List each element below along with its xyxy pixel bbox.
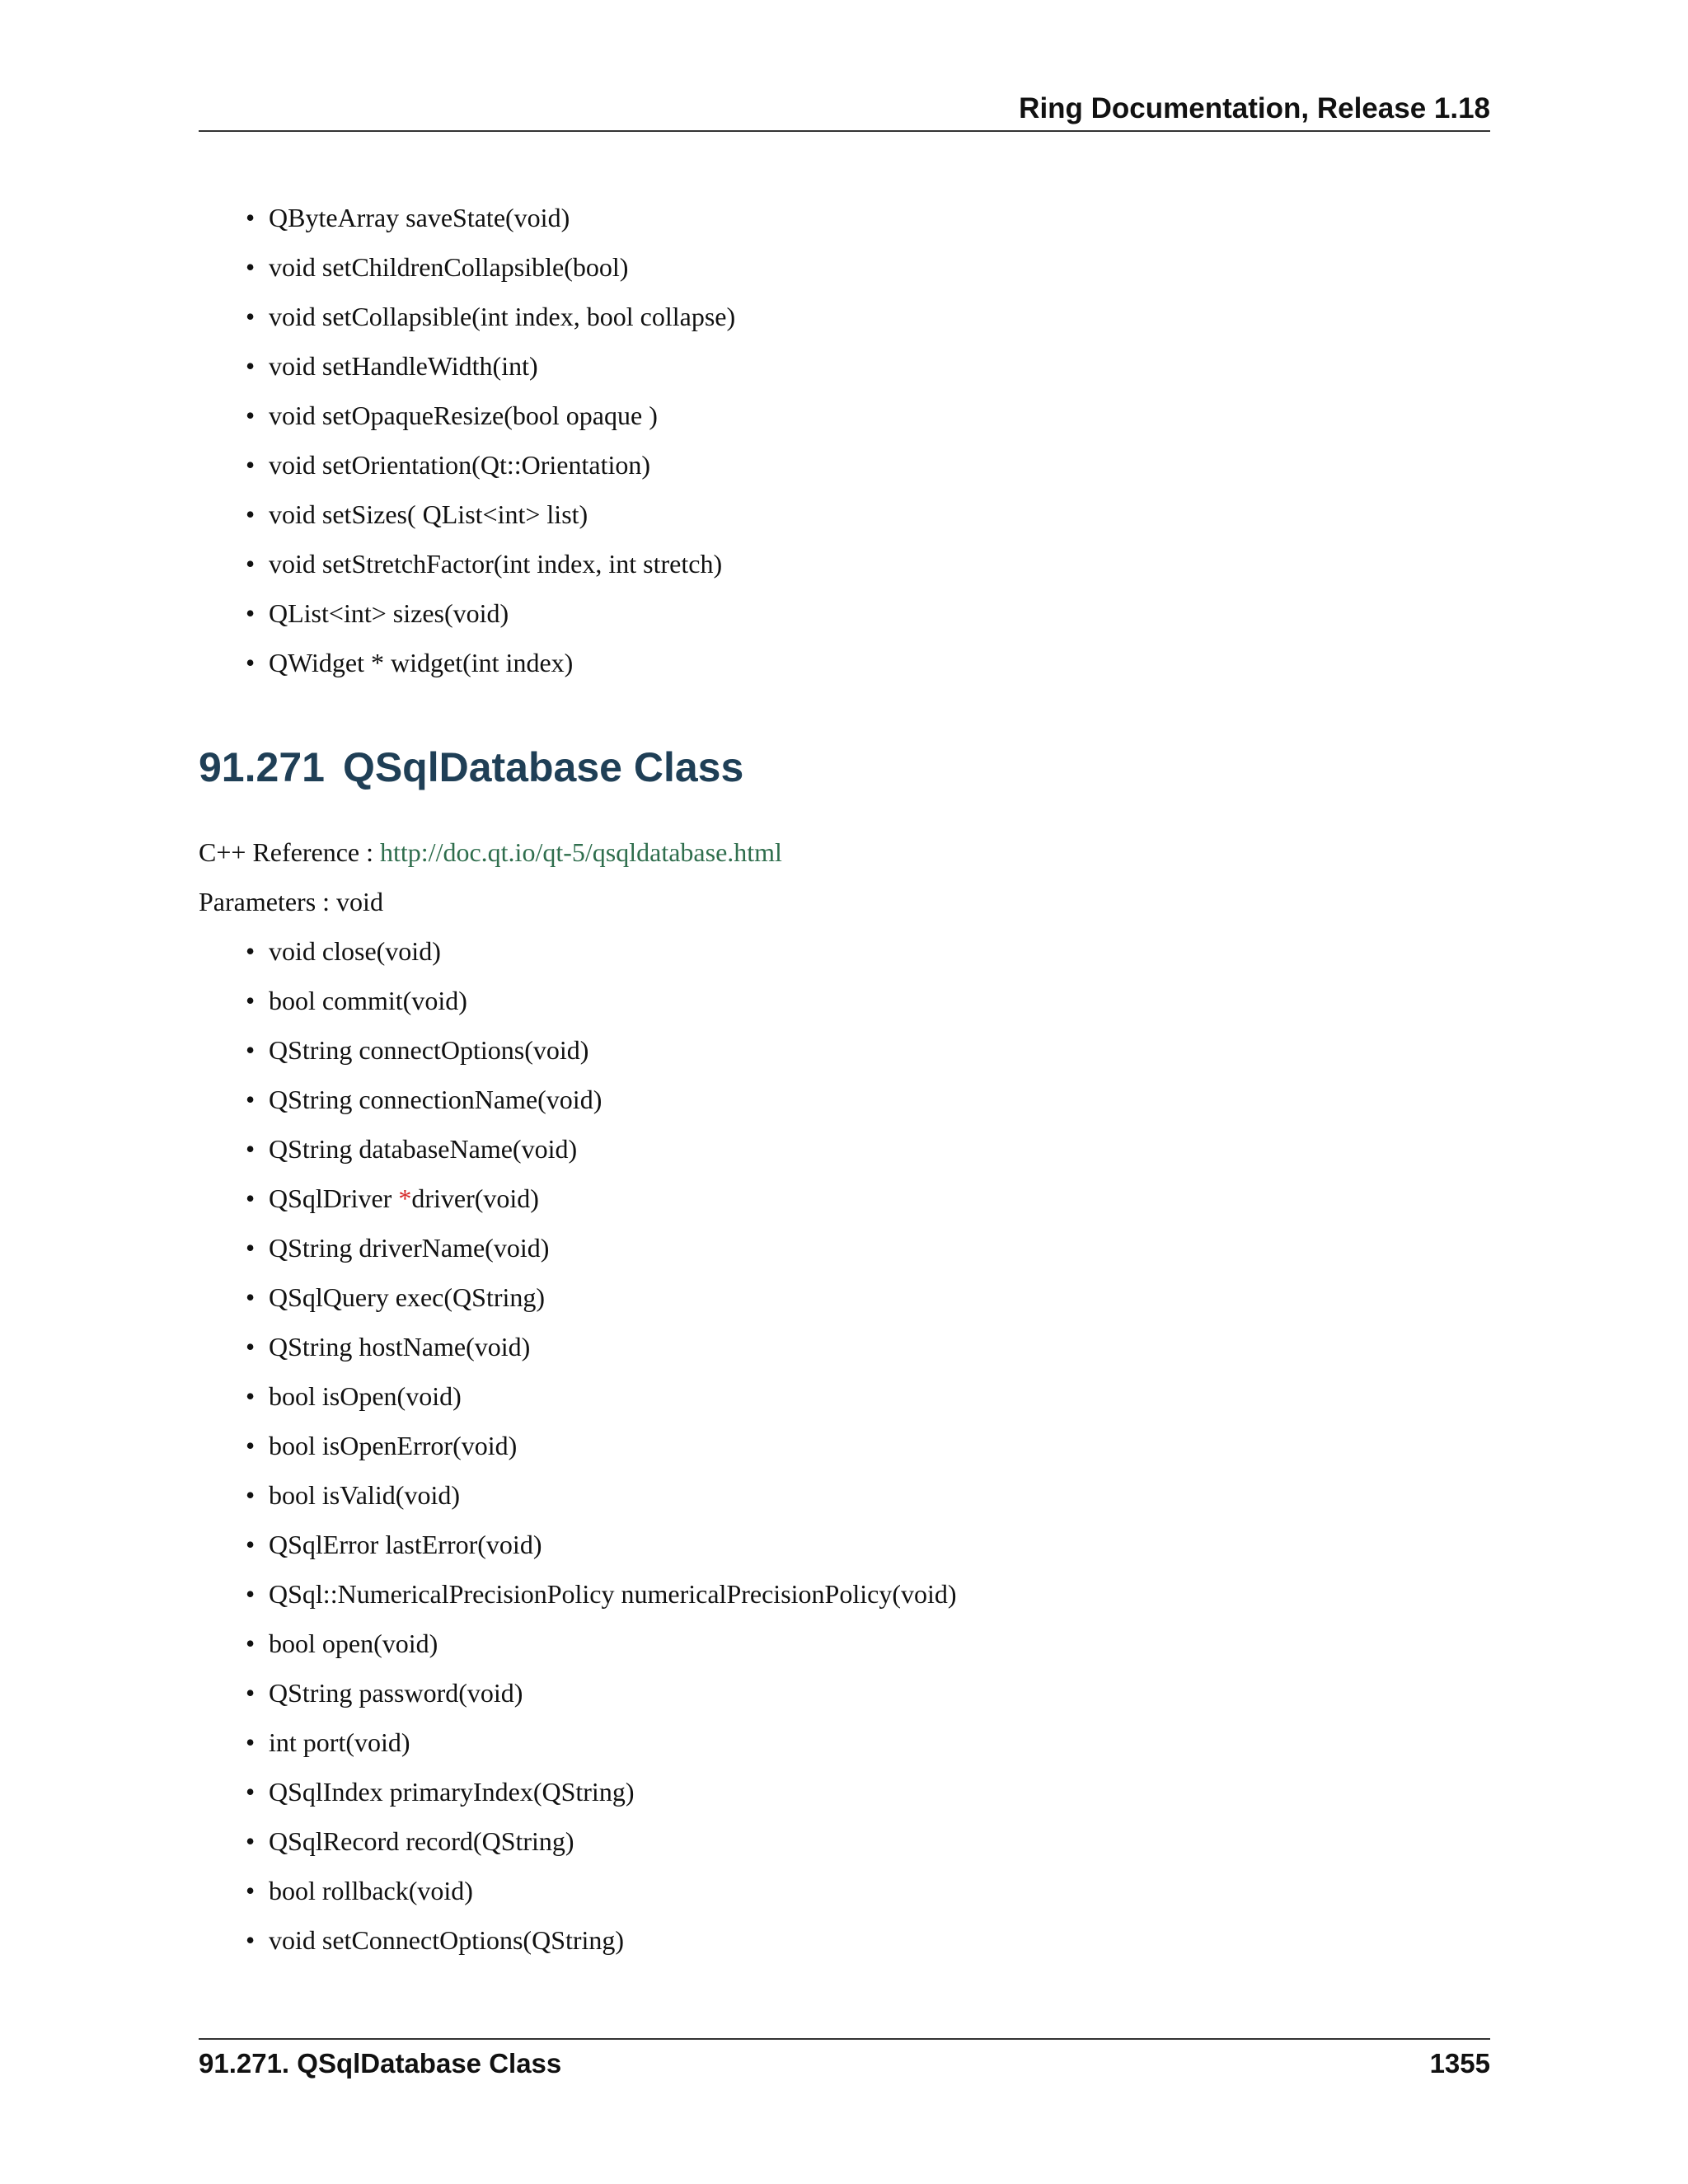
bullet-icon: • [246, 1826, 256, 1856]
section-title-text: QSqlDatabase Class [342, 744, 744, 790]
list-item [246, 1673, 1482, 1722]
list-item [246, 1129, 1482, 1179]
bullet-icon: • [246, 351, 256, 381]
method-signature: void setChildrenCollapsible(bool) [269, 252, 629, 282]
method-signature: void setStretchFactor(int index, int stretch) [269, 549, 723, 579]
method-signature: bool isOpen(void) [269, 1381, 462, 1411]
list-item [246, 346, 1482, 396]
section-number: 91.271 [199, 744, 325, 790]
list-item [246, 1475, 1482, 1525]
list-item [246, 593, 1482, 643]
method-signature: bool open(void) [269, 1629, 438, 1658]
footer-rule [199, 2038, 1490, 2040]
bullet-icon: • [246, 1579, 256, 1609]
list-item [246, 1426, 1482, 1475]
method-signature: QSqlQuery exec(QString) [269, 1282, 546, 1312]
method-signature: bool isOpenError(void) [269, 1431, 518, 1460]
method-signature: void setConnectOptions(QString) [269, 1925, 625, 1955]
list-item [246, 1327, 1482, 1376]
method-signature: QByteArray saveState(void) [269, 203, 570, 232]
method-signature: QList<int> sizes(void) [269, 598, 509, 628]
bullet-icon: • [246, 1332, 256, 1361]
method-signature: QSqlError lastError(void) [269, 1530, 542, 1559]
reference-link[interactable]: http://doc.qt.io/qt-5/qsqldatabase.html [380, 837, 782, 867]
bullet-icon: • [246, 499, 256, 529]
bullet-icon: • [246, 1678, 256, 1708]
list-item [246, 1228, 1482, 1277]
list-item [246, 198, 1482, 247]
bullet-icon: • [246, 1381, 256, 1411]
bullet-icon: • [246, 936, 256, 966]
cpp-reference-line [199, 832, 782, 872]
bullet-icon: • [246, 1035, 256, 1065]
method-signature: void close(void) [269, 936, 441, 966]
page-number: 1355 [1429, 2048, 1490, 2079]
running-header: Ring Documentation, Release 1.18 [1019, 92, 1490, 124]
list-item [246, 1179, 1482, 1228]
bullet-icon: • [246, 1876, 256, 1905]
method-signature: void setOpaqueResize(bool opaque ) [269, 401, 658, 430]
bullet-icon: • [246, 1183, 256, 1213]
header-rule [199, 130, 1490, 132]
list-item [246, 247, 1482, 297]
driver-return-type: QSqlDriver [269, 1183, 399, 1213]
bullet-icon: • [246, 1233, 256, 1263]
list-item [246, 1871, 1482, 1920]
method-signature: QString connectOptions(void) [269, 1035, 589, 1065]
bullet-icon: • [246, 1727, 256, 1757]
method-list-previous-class [246, 198, 1482, 692]
method-signature-driver [269, 1183, 539, 1213]
method-signature: int port(void) [269, 1727, 410, 1757]
list-item [246, 1080, 1482, 1129]
bullet-icon: • [246, 549, 256, 579]
method-signature: QWidget * widget(int index) [269, 648, 574, 677]
bullet-icon: • [246, 1431, 256, 1460]
footer-section-label: 91.271. QSqlDatabase Class [199, 2048, 562, 2079]
asterisk-highlight: * [398, 1183, 412, 1213]
list-item [246, 931, 1482, 981]
method-signature: bool isValid(void) [269, 1480, 460, 1510]
bullet-icon: • [246, 450, 256, 480]
parameters-line: Parameters : void [199, 887, 383, 916]
list-item [246, 544, 1482, 593]
bullet-icon: • [246, 1629, 256, 1658]
bullet-icon: • [246, 598, 256, 628]
method-signature: bool commit(void) [269, 986, 467, 1015]
bullet-icon: • [246, 401, 256, 430]
bullet-icon: • [246, 986, 256, 1015]
list-item [246, 1030, 1482, 1080]
method-signature: QString hostName(void) [269, 1332, 531, 1361]
method-signature: QString password(void) [269, 1678, 523, 1708]
bullet-icon: • [246, 1085, 256, 1114]
list-item [246, 1772, 1482, 1821]
bullet-icon: • [246, 1777, 256, 1807]
method-signature: QString databaseName(void) [269, 1134, 578, 1164]
method-signature: QSqlRecord record(QString) [269, 1826, 574, 1856]
list-item [246, 1624, 1482, 1673]
bullet-icon: • [246, 252, 256, 282]
list-item [246, 1821, 1482, 1871]
bullet-icon: • [246, 1530, 256, 1559]
bullet-icon: • [246, 1925, 256, 1955]
method-signature: void setSizes( QList<int> list) [269, 499, 588, 529]
list-item [246, 297, 1482, 346]
method-signature: QSql::NumericalPrecisionPolicy numericalPrecisionPolicy(void) [269, 1579, 957, 1609]
method-signature: bool rollback(void) [269, 1876, 473, 1905]
driver-method-name: driver(void) [411, 1183, 539, 1213]
bullet-icon: • [246, 1134, 256, 1164]
list-item [246, 494, 1482, 544]
bullet-icon: • [246, 203, 256, 232]
list-item [246, 396, 1482, 445]
method-signature: QString driverName(void) [269, 1233, 550, 1263]
reference-label: C++ Reference : [199, 837, 380, 867]
list-item [246, 1722, 1482, 1772]
method-signature: void setHandleWidth(int) [269, 351, 538, 381]
bullet-icon: • [246, 1282, 256, 1312]
method-signature: void setOrientation(Qt::Orientation) [269, 450, 650, 480]
section-heading [199, 738, 743, 796]
bullet-icon: • [246, 1480, 256, 1510]
method-list-qsqldatabase [246, 931, 1482, 1970]
method-signature: QSqlIndex primaryIndex(QString) [269, 1777, 635, 1807]
bullet-icon: • [246, 648, 256, 677]
list-item [246, 1277, 1482, 1327]
list-item [246, 643, 1482, 692]
list-item [246, 981, 1482, 1030]
list-item [246, 1920, 1482, 1970]
bullet-icon: • [246, 302, 256, 331]
list-item [246, 1376, 1482, 1426]
method-signature: QString connectionName(void) [269, 1085, 603, 1114]
list-item [246, 1574, 1482, 1624]
method-signature: void setCollapsible(int index, bool collapse) [269, 302, 736, 331]
list-item [246, 1525, 1482, 1574]
list-item [246, 445, 1482, 494]
